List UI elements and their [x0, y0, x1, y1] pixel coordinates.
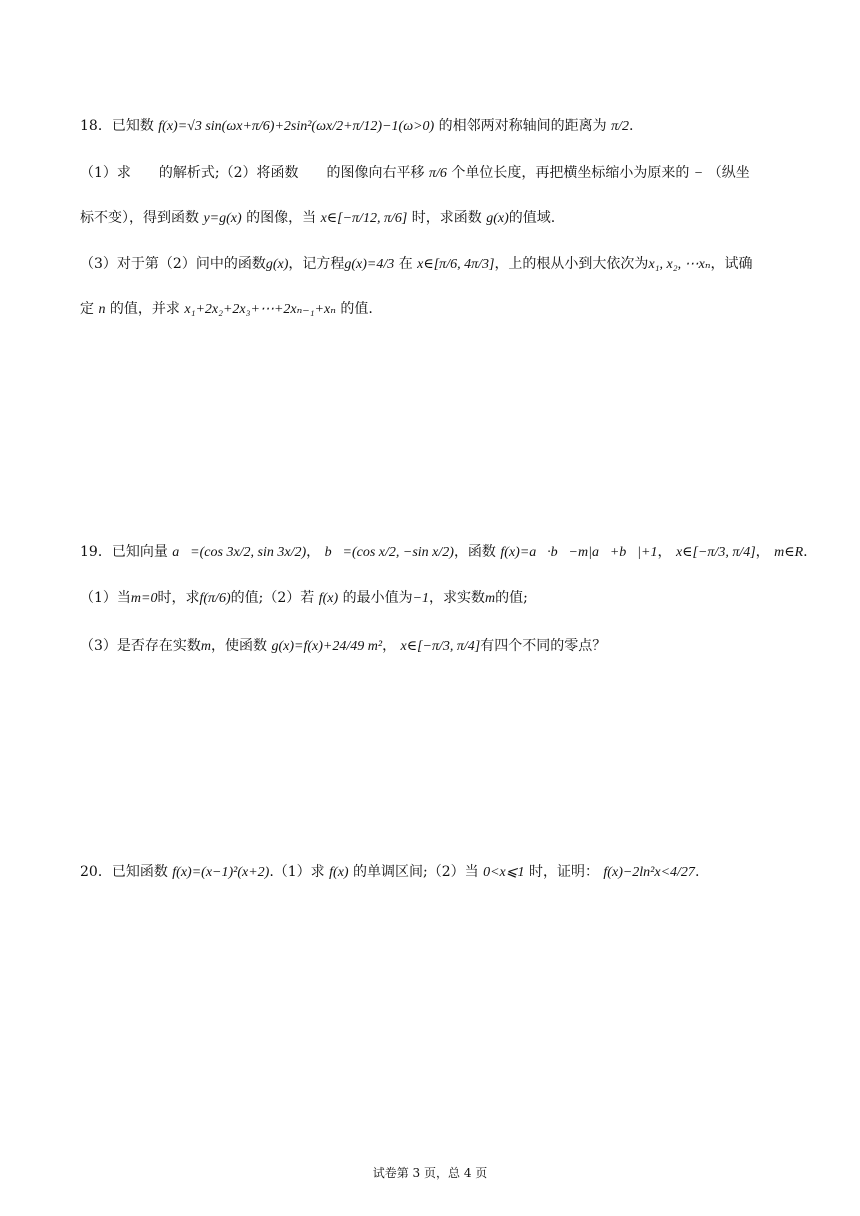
q20-part1-suffix: 的单调区间;（2）当	[353, 864, 479, 880]
q18-part3-end: ，试确	[710, 256, 753, 272]
q18-line5-n: n	[98, 302, 106, 317]
q19-vec-a: a⃗=(cos 3x/2, sin 3x/2)	[172, 545, 307, 560]
q20-part1-prefix: .（1）求	[269, 864, 325, 880]
q18-part1-scale: −	[693, 166, 704, 181]
q20-stem	[80, 862, 699, 883]
q18-stem-end: .	[629, 118, 634, 134]
q18-line3-suffix: 时，求函数	[411, 210, 482, 226]
q19-sep1: ，	[306, 544, 321, 560]
q18-line5-mid: 的值，并求	[109, 301, 180, 317]
q19-part3-end: 有四个不同的零点？	[480, 638, 607, 654]
q19-part3-sep: ，	[382, 638, 397, 654]
q18-part1	[80, 163, 750, 184]
q18-stem-suffix: 的相邻两对称轴间的距离为	[438, 118, 607, 134]
q19-part2-suffix: ，求实数	[429, 590, 486, 606]
q19-range: x∈[−π/3, π/4]	[675, 545, 756, 560]
q19-part2-mid: 的最小值为	[342, 590, 413, 606]
q18-number: 18．	[80, 118, 112, 134]
q18-line5-prefix: 定	[80, 301, 94, 317]
q18-part1-cont: 个单位长度，再把横坐标缩小为原来的	[451, 165, 690, 181]
q18-line3-prefix: 标不变），得到函数	[80, 210, 199, 226]
q18-part3-range: x∈[π/6, 4π/3]	[417, 257, 495, 272]
q18-stem-formula: f(x)=√3 sin(ωx+π/6)+2sin²(ωx/2+π/12)−1(ω>0)	[158, 119, 435, 134]
q19-m-set: m∈R	[774, 545, 804, 560]
q19-part1-val: f(π/6)	[199, 591, 231, 606]
q19-part3-func: g(x)=f(x)+24/49 m²	[271, 639, 383, 654]
q20-stem-prefix: 已知函数	[111, 864, 168, 880]
q20-end: .	[694, 864, 700, 880]
q18-line5	[80, 299, 373, 320]
q20-part2-ineq: f(x)−2ln²x<4/27	[603, 865, 695, 880]
q18-line3-mid: 的图像，当	[246, 210, 317, 226]
q20-part2-cond: 0<x⩽1	[483, 865, 525, 880]
q18-part3-g: g(x)	[265, 257, 289, 272]
q19-part2-end: 的值;	[495, 590, 528, 606]
q20-part2-mid: 时，证明：	[528, 864, 599, 880]
q18-line3-formula: y=g(x)	[203, 211, 242, 226]
q18-part3-roots: ，上的根从小到大依次为	[494, 256, 649, 272]
q18-part1-shift: π/6	[428, 166, 447, 181]
q19-part3	[80, 636, 606, 657]
q18-line3-end: 的值域.	[508, 210, 556, 226]
q18-part3-in: 在	[398, 256, 413, 272]
q20-part1-f: f(x)	[329, 865, 349, 880]
q18-stem-value: π/2	[611, 119, 630, 134]
page-footer: 试卷第 3 页，总 4 页	[372, 1166, 488, 1180]
q19-part3-prefix: （3）是否存在实数	[80, 638, 201, 654]
q18-part3-prefix: （3）对于第（2）问中的函数	[80, 256, 266, 272]
q18-part3-eq: g(x)=4/3	[344, 257, 395, 272]
q19-part1-cond: m=0	[130, 591, 158, 606]
q19-part2-m: m	[485, 591, 496, 606]
q19-func: f(x)=a⃗·b⃗−m|a⃗+b⃗|+1	[500, 545, 658, 560]
q20-number: 20．	[80, 864, 112, 880]
q19-part3-mid: ，使函数	[211, 638, 268, 654]
q19-stem-prefix: 已知向量	[111, 544, 168, 560]
q18-part3-mid: ，记方程	[288, 256, 345, 272]
q18-part1-text: （1）求 的解析式;（2）将函数 的图像向右平移	[80, 165, 425, 181]
q18-part1-paren: （纵坐	[707, 165, 750, 181]
q18-stem-prefix: 已知数	[111, 118, 154, 134]
q19-part1-suffix: 的值;（2）若	[230, 590, 315, 606]
q19-part1	[80, 588, 528, 609]
q18-line5-end: 的值.	[340, 301, 373, 317]
q18-line3-g: g(x)	[486, 211, 509, 226]
q19-stem	[80, 542, 808, 563]
q18-part3	[80, 254, 753, 275]
q19-part3-range: x∈[−π/3, π/4]	[400, 639, 481, 654]
q19-func-label: ，函数	[453, 544, 496, 560]
q18-line3	[80, 208, 555, 229]
q19-sep2: ，	[657, 544, 672, 560]
q19-part2-min: −1	[412, 591, 430, 606]
q19-vec-b: b⃗=(cos x/2, −sin x/2)	[324, 545, 454, 560]
q19-sep3: ，	[755, 544, 770, 560]
q18-part3-roots-vars: x₁, x₂, ⋯xₙ	[648, 257, 711, 272]
q19-part1-mid: 时，求	[157, 590, 200, 606]
q18-line3-range: x∈[−π/12, π/6]	[320, 211, 408, 226]
q19-part1-prefix: （1）当	[80, 590, 131, 606]
q18-stem	[80, 116, 633, 137]
q19-number: 19．	[80, 544, 112, 560]
q20-func: f(x)=(x−1)²(x+2)	[172, 865, 270, 880]
q19-end: .	[803, 544, 808, 560]
q18-line5-sum: x₁+2x₂+2x₃+⋯+2xₙ₋₁+xₙ	[184, 302, 336, 317]
q19-part3-m: m	[200, 639, 212, 654]
q19-part2-f: f(x)	[318, 591, 339, 606]
